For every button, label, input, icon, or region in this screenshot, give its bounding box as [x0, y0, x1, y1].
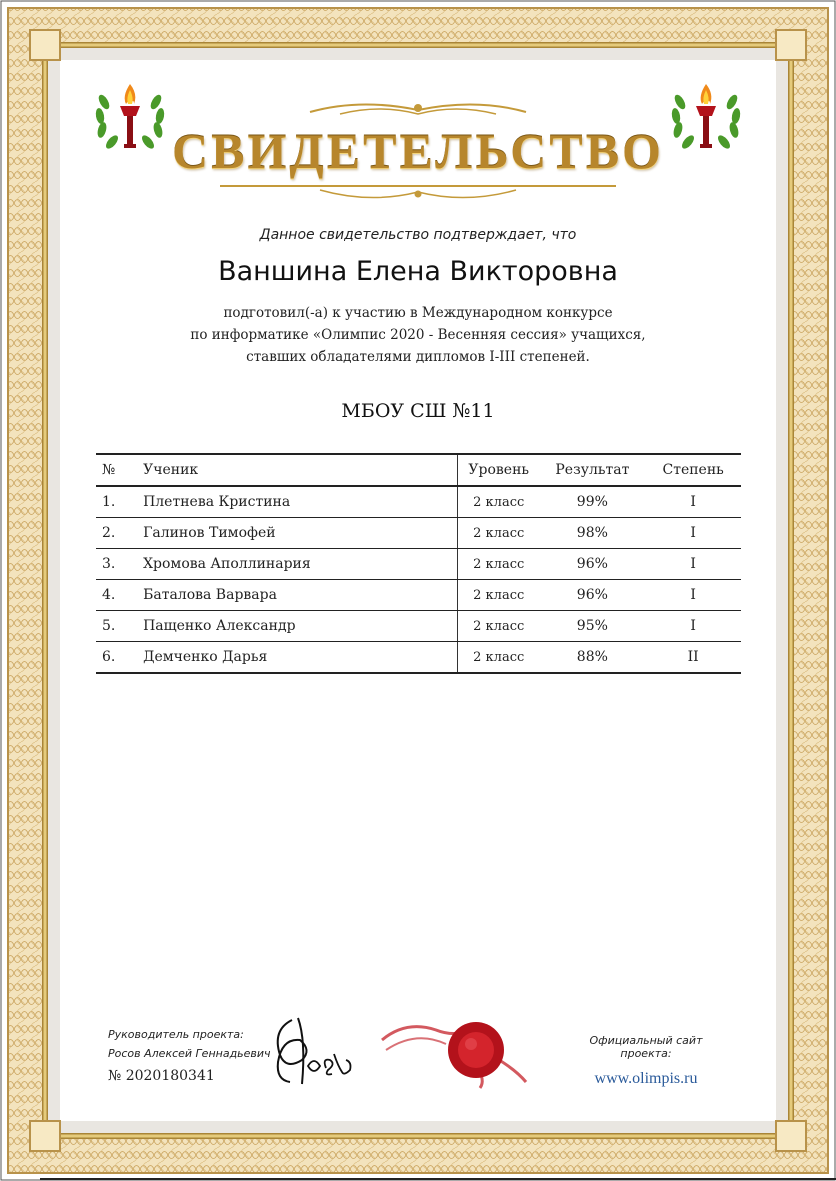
row-level: 2 класс: [457, 518, 539, 549]
row-level: 2 класс: [457, 549, 539, 580]
official-site-block: [566, 1034, 726, 1088]
description-line-2: по информатике «Олимпис 2020 - Весенняя сессия» учащихся,: [190, 327, 646, 343]
site-url-link[interactable]: www.olimpis.ru: [594, 1070, 698, 1087]
row-degree: II: [645, 642, 741, 674]
site-caption: Официальный сайт проекта:: [589, 1034, 703, 1060]
results-table: [96, 453, 741, 674]
row-no: 3.: [96, 549, 137, 580]
row-result: 96%: [539, 580, 645, 611]
table-row: [96, 642, 741, 674]
row-result: 88%: [539, 642, 645, 674]
project-lead-block: [108, 1028, 271, 1084]
ornament-divider-bottom-icon: [200, 178, 636, 204]
certificate-title: СВИДЕТЕЛЬСТВО: [172, 123, 664, 179]
row-degree: I: [645, 549, 741, 580]
table-row: [96, 486, 741, 518]
row-no: 6.: [96, 642, 137, 674]
description-line-3: ставших обладателями дипломов I-III степеней.: [246, 349, 590, 365]
row-no: 2.: [96, 518, 137, 549]
certificate-number: № 2020180341: [108, 1068, 215, 1084]
row-student: Пащенко Александр: [137, 611, 457, 642]
row-level: 2 класс: [457, 642, 539, 674]
row-result: 95%: [539, 611, 645, 642]
signature-image: [262, 1010, 362, 1090]
wax-seal-icon: [376, 1010, 536, 1090]
project-lead-role: Руководитель проекта:: [108, 1028, 244, 1041]
laurel-torch-left-icon: [90, 80, 170, 160]
row-student: Галинов Тимофей: [137, 518, 457, 549]
table-header-row: [96, 454, 741, 486]
row-result: 99%: [539, 486, 645, 518]
ornament-divider-top-icon: [300, 98, 536, 122]
row-student: Плетнева Кристина: [137, 486, 457, 518]
intro-text: Данное свидетельство подтверждает, что: [259, 227, 577, 243]
row-student: Демченко Дарья: [137, 642, 457, 674]
row-student: Баталова Варвара: [137, 580, 457, 611]
recipient-name: Ваншина Елена Викторовна: [218, 256, 618, 287]
row-no: 1.: [96, 486, 137, 518]
description-line-1: подготовил(-а) к участию в Международном конкурсе: [223, 305, 613, 321]
header-student: Ученик: [137, 454, 457, 486]
table-row: [96, 580, 741, 611]
header-degree: Степень: [645, 454, 741, 486]
row-degree: I: [645, 486, 741, 518]
table-row: [96, 549, 741, 580]
header-level: Уровень: [457, 454, 539, 486]
bottom-rule: [40, 1178, 836, 1180]
description: [0, 302, 836, 368]
table-row: [96, 611, 741, 642]
school-name: МБОУ СШ №11: [341, 400, 495, 422]
row-result: 98%: [539, 518, 645, 549]
row-degree: I: [645, 518, 741, 549]
row-student: Хромова Аполлинария: [137, 549, 457, 580]
row-no: 4.: [96, 580, 137, 611]
row-degree: I: [645, 580, 741, 611]
row-level: 2 класс: [457, 580, 539, 611]
header-no: №: [96, 454, 137, 486]
table-row: [96, 518, 741, 549]
laurel-torch-right-icon: [666, 80, 746, 160]
project-lead-name: Росов Алексей Геннадьевич: [108, 1047, 271, 1060]
row-level: 2 класс: [457, 486, 539, 518]
row-result: 96%: [539, 549, 645, 580]
header-result: Результат: [539, 454, 645, 486]
row-level: 2 класс: [457, 611, 539, 642]
row-no: 5.: [96, 611, 137, 642]
row-degree: I: [645, 611, 741, 642]
